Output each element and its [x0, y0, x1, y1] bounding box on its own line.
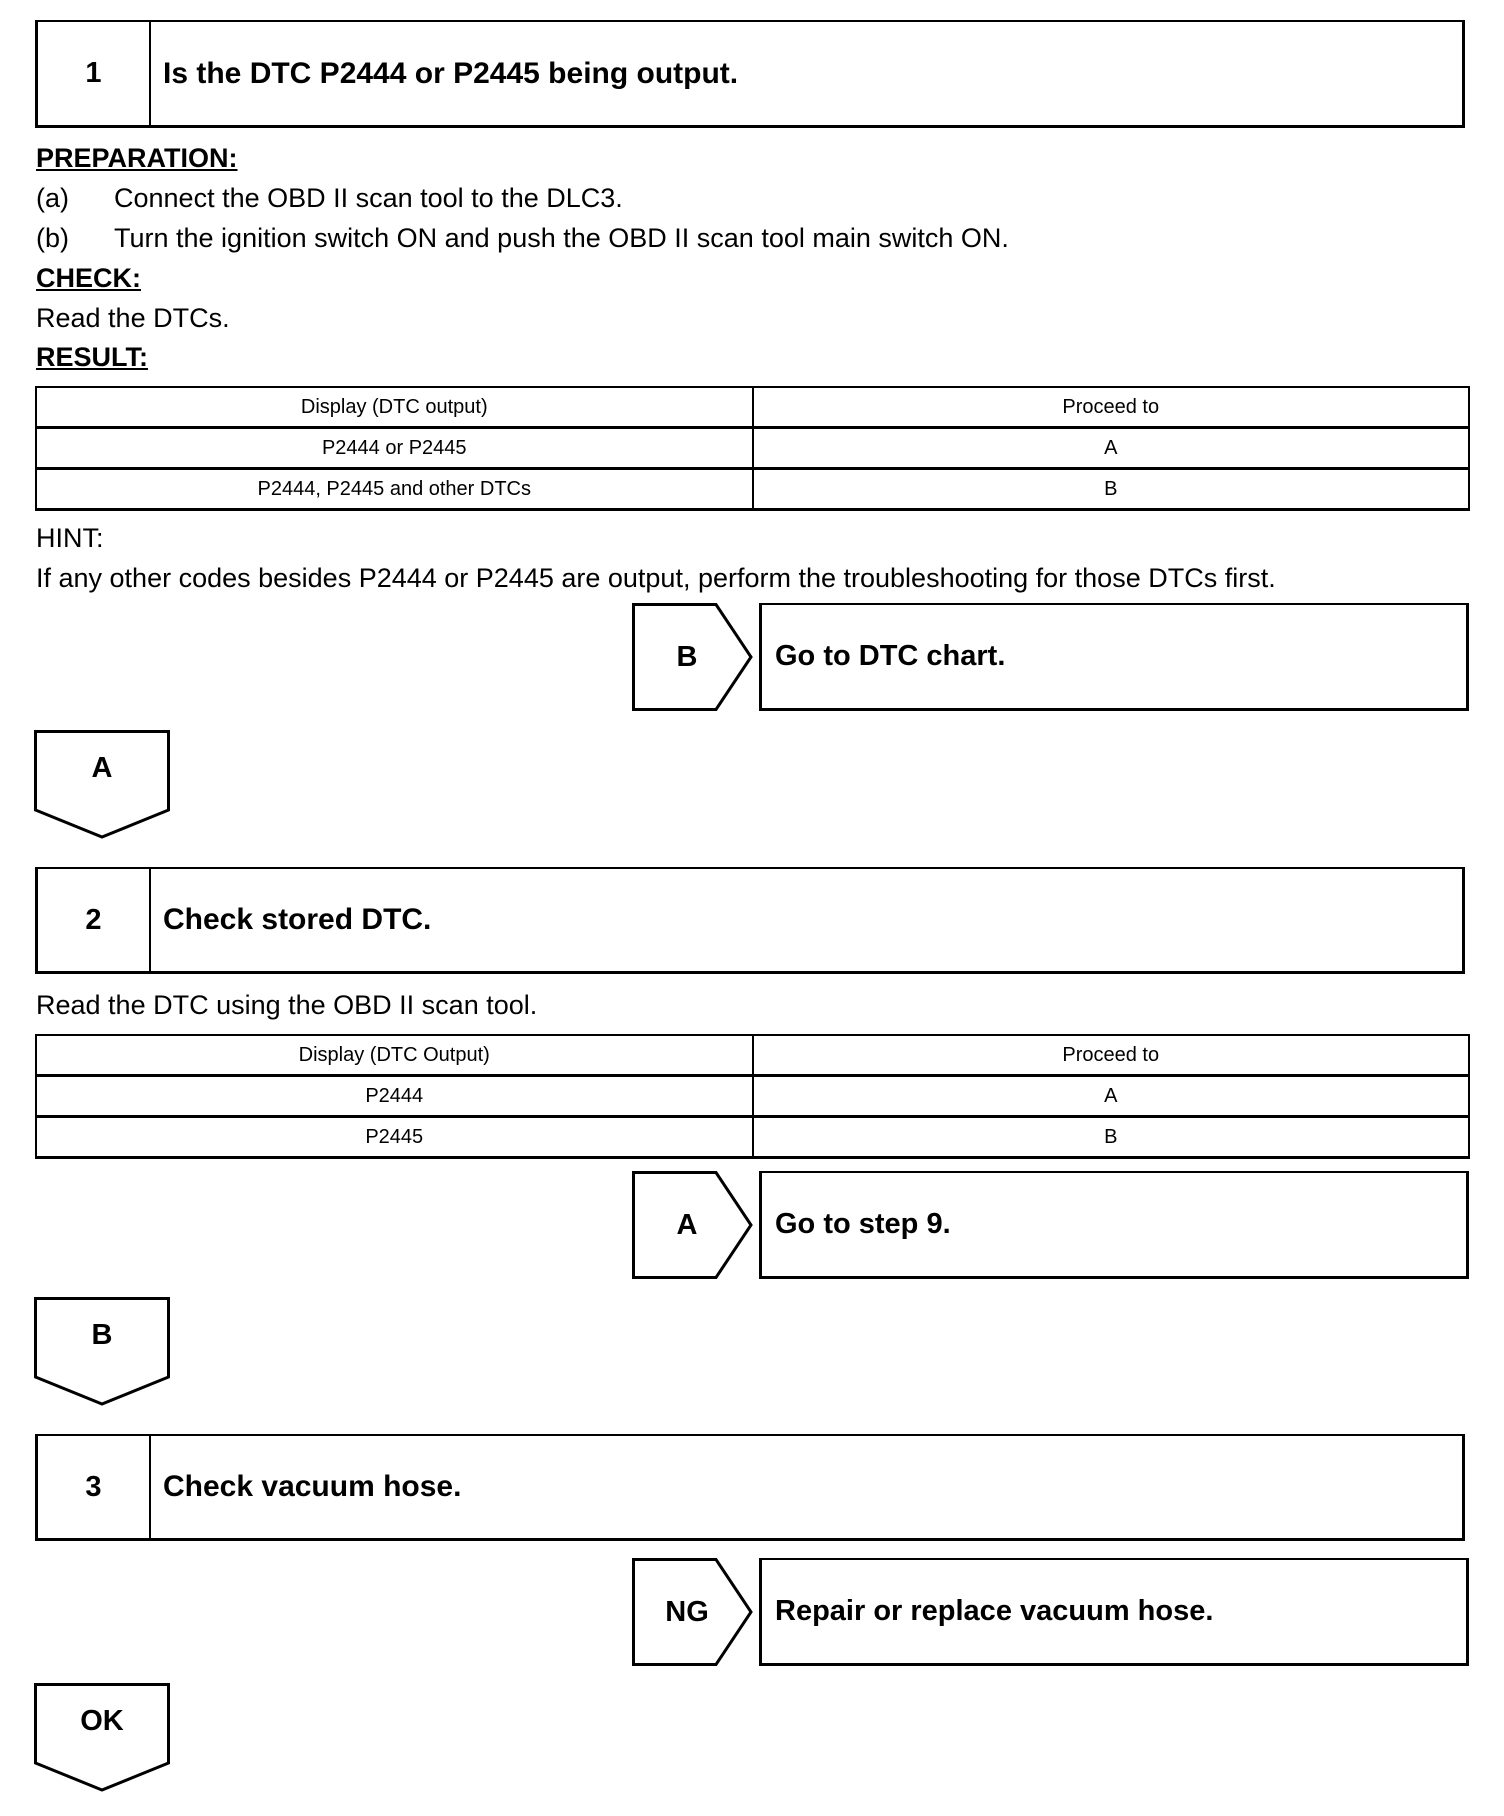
step-title: Check vacuum hose.	[163, 1470, 462, 1503]
branch-arrow-ng	[632, 1558, 754, 1666]
table-cell: P2445	[36, 1117, 753, 1158]
result-table-2	[35, 1034, 1470, 1159]
table-header: Display (DTC Output)	[36, 1035, 753, 1076]
preparation-item	[36, 178, 623, 218]
table-cell: B	[753, 1117, 1470, 1158]
table-row	[36, 428, 1469, 469]
branch-label: A	[676, 1208, 698, 1241]
preparation-item	[36, 218, 1009, 258]
table-row	[36, 1117, 1469, 1158]
check-heading: CHECK:	[36, 263, 141, 293]
table-header-row	[36, 1035, 1469, 1076]
table-header: Display (DTC output)	[36, 387, 753, 428]
step-2-header	[35, 867, 1465, 974]
branch-arrow-a	[632, 1171, 754, 1279]
item-text: Turn the ignition switch ON and push the OBD II scan tool main switch ON.	[114, 223, 1009, 253]
next-label: OK	[80, 1705, 124, 1737]
preparation-heading: PREPARATION:	[36, 143, 238, 173]
down-arrow-icon	[34, 730, 172, 840]
next-arrow-a	[34, 730, 172, 840]
branch-label: B	[676, 640, 698, 673]
table-row	[36, 469, 1469, 510]
table-cell: A	[753, 428, 1470, 469]
step-2-text: Read the DTC using the OBD II scan tool.	[36, 990, 538, 1020]
table-header: Proceed to	[753, 1035, 1470, 1076]
next-label: B	[91, 1319, 113, 1351]
next-label: A	[91, 752, 113, 784]
table-cell: B	[753, 469, 1470, 510]
table-cell: P2444, P2445 and other DTCs	[36, 469, 753, 510]
table-header: Proceed to	[753, 387, 1470, 428]
branch-arrow-b	[632, 603, 754, 711]
step-3-header	[35, 1434, 1465, 1541]
next-arrow-ok	[34, 1683, 172, 1793]
step-title: Check stored DTC.	[163, 903, 432, 936]
step-1-header	[35, 20, 1465, 128]
branch-result: Go to DTC chart.	[759, 603, 1469, 711]
table-cell: A	[753, 1076, 1470, 1117]
next-arrow-b	[34, 1297, 172, 1407]
table-cell: P2444 or P2445	[36, 428, 753, 469]
hint-text: If any other codes besides P2444 or P2445 are output, perform the troubleshooting for those DTCs first.	[36, 563, 1276, 593]
table-header-row	[36, 387, 1469, 428]
down-arrow-icon	[34, 1297, 172, 1407]
step-title: Is the DTC P2444 or P2445 being output.	[163, 56, 739, 90]
item-text: Connect the OBD II scan tool to the DLC3.	[114, 183, 623, 213]
hint-heading: HINT:	[36, 523, 104, 553]
down-arrow-icon	[34, 1683, 172, 1793]
step-number: 2	[38, 869, 151, 971]
item-label: (b)	[36, 223, 69, 253]
result-table-1	[35, 386, 1470, 511]
branch-result: Go to step 9.	[759, 1171, 1469, 1279]
item-label: (a)	[36, 183, 69, 213]
table-row	[36, 1076, 1469, 1117]
branch-label: NG	[665, 1595, 709, 1628]
result-heading: RESULT:	[36, 342, 148, 372]
step-number: 3	[38, 1436, 151, 1538]
check-text: Read the DTCs.	[36, 303, 230, 333]
step-number: 1	[38, 22, 151, 125]
branch-result: Repair or replace vacuum hose.	[759, 1558, 1469, 1666]
table-cell: P2444	[36, 1076, 753, 1117]
